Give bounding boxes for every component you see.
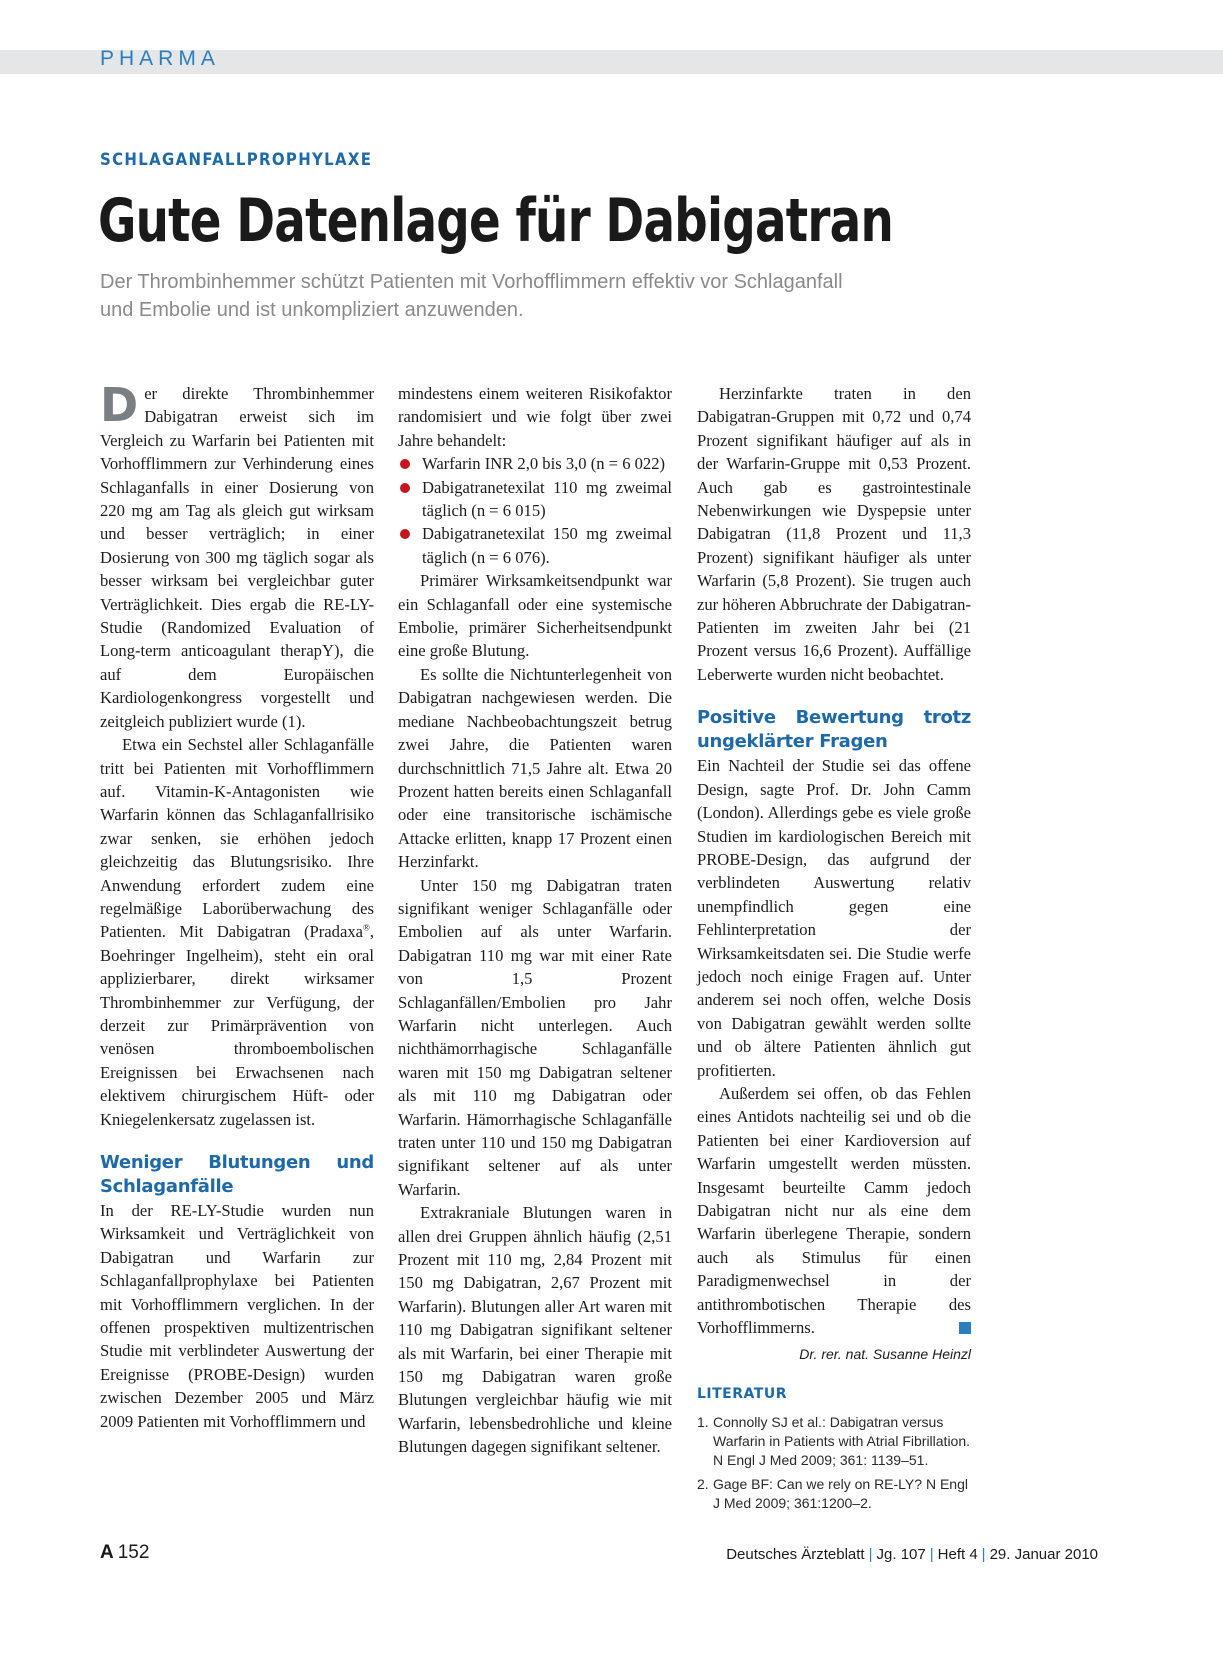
paragraph: Unter 150 mg Dabigatran traten signifikant weniger Schlaganfälle oder Embolien auf als unter Warfarin. Dabigatran 110 mg war mit einer Rate von 1,5 Prozent Schlaganfällen/Embolien pro Jahr Warfarin nicht unterlegen. Auch nichthämorrhagische Schlaganfälle waren mit 150 mg Dabigatran seltener als mit 110 mg Dabigatran oder Warfarin. Hämorrhagische Schlaganfälle traten unter 110 und 150 mg Dabigatran signifikant seltener auf als unter Warfarin. [398,875,672,1199]
list-item [398,522,672,569]
paragraph-text: er direkte Thrombinhemmer Dabigatran erweist sich im Vergleich zu Warfarin bei Patienten mit Vorhofflimmern zur Verhinderung eines Schlaganfalls in einer Dosierung von 220 mg am Tag als gleich gut wirksam und besser verträglich; in einer Dosierung von 300 mg täglich sogar als besser wirksam bei vergleichbar guter Verträglichkeit. Dies ergab die RE-LY-Studie (Randomized Evaluation of Long-term anticoagulant therapY), die auf dem Europäischen Kardiologenkongress vorgestellt und zeitgleich publiziert wurde (1). [100,384,374,731]
column-1 [100,378,374,1433]
paragraph-text: Außerdem sei offen, ob das Fehlen eines Antidots nachteilig sei und ob die Patienten bei einer Kardioversion auf Warfarin umgestellt werden müssten. Insgesamt beurteilte Camm jedoch Dabigatran nicht nur als eine dem Warfarin überlegene Therapie, sondern auch als Stimulus für einen Paradigmenwechsel in der antithrombotischen Therapie des Vorhofflimmerns. [697,1083,971,1338]
paragraph [100,733,374,1131]
journal-footer [726,1546,1098,1563]
journal-issue: Heft 4 [937,1546,978,1563]
list-item-text: Dabigatranetexilat 110 mg zweimal täglich (n = 6 015) [422,477,672,521]
paragraph [697,1082,971,1339]
page-number-value: 152 [117,1542,150,1563]
reference-text: Gage BF: Can we rely on RE-LY? N Engl J Med 2009; 361:1200–2. [713,1475,968,1511]
reference-number: 1. [697,1413,709,1430]
reference-item [697,1413,971,1470]
paragraph: Herzinfarkte traten in den Dabigatran-Gruppen mit 0,72 und 0,74 Prozent signifikant häufiger auf als in der Warfarin-Gruppe mit 0,53 Prozent. Auch gab es gastrointestinale Nebenwirkungen wie Dyspepsie unter Dabigatran (11,8 Prozent und 11,3 Prozent) signifikant häufiger als unter Warfarin (5,8 Prozent). Sie trugen auch zur höheren Abbruchrate der Dabigatran-Patienten im zweiten Jahr bei (21 Prozent versus 16,6 Prozent). Auffällige Leberwerte wurden nicht beobachtet. [697,384,971,684]
reference-list [697,1413,971,1513]
bullet-dot-icon [400,529,410,539]
section-label: PHARMA [100,47,220,70]
literature-heading: LITERATUR [697,1386,787,1403]
list-item-text: Dabigatranetexilat 150 mg zweimal täglich (n = 6 076). [422,524,672,567]
paragraph-text: , Boehringer Ingelheim), steht ein oral applizierbarer, direkt wirksamer Thrombinhemmer zur Verfügung, der derzeit zur Primärprävention von venösen thromboembolischen Ereignissen bei Erwachsenen nach elektivem chirurgischem Hüft- oder Kniegelenkersatz zugelassen ist. [100,922,374,1129]
journal-volume: Jg. 107 [876,1546,926,1563]
separator: | [981,1546,986,1563]
list-item-text: Warfarin INR 2,0 bis 3,0 (n = 6 022) [422,454,666,474]
article-kicker: SCHLAGANFALLPROPHYLAXE [100,150,373,170]
article-subtitle: Der Thrombinhemmer schützt Patienten mit Vorhofflimmern effektiv vor Schlaganfall und Embolie und ist unkompliziert anzuwenden. [100,271,843,321]
journal-name: Deutsches Ärzteblatt [726,1546,865,1563]
column-3 [697,382,971,1518]
subheading: Positive Bewertung trotz ungeklärter Fragen [697,707,971,753]
intro-paragraph [100,378,374,733]
reference-text: Connolly SJ et al.: Dabigatran versus Warfarin in Patients with Atrial Fibrillation. N Engl J Med 2009; 361: 1139–51. [713,1413,971,1468]
page-prefix: A [100,1542,114,1563]
author-byline: Dr. rer. nat. Susanne Heinzl [799,1346,971,1363]
reference-number: 2. [697,1475,709,1492]
subheading: Weniger Blutungen und Schlaganfälle [100,1152,374,1197]
paragraph: Extrakraniale Blutungen waren in allen drei Gruppen ähnlich häufig (2,51 Prozent mit 110 mg, 2,84 Prozent mit 150 mg Dabigatran, 2,67 Prozent mit Warfarin). Blutungen aller Art waren mit 110 mg Dabigatran signifikant seltener als mit Warfarin, bei einer Therapie mit 150 mg Dabigatran waren große Blutungen vergleichbar häufig wie mit Warfarin, lebensbedrohliche und kleine Blutungen dagegen signifikant seltener. [398,1203,672,1457]
reference-item [697,1475,971,1513]
paragraph-text: Etwa ein Sechstel aller Schlaganfälle tritt bei Patienten mit Vorhofflimmern auf. Vitamin-K-Antagonisten wie Warfarin können das Schlaganfallrisiko zwar senken, sie erhöhen jedoch gleichzeitig das Blutungsrisiko. Ihre Anwendung erfordert zudem eine regelmäßige Laborüberwachung des Patienten. Mit Dabigatran (Pradaxa [100,735,374,942]
list-item [398,452,672,475]
paragraph: Es sollte die Nichtunterlegenheit von Dabigatran nachgewiesen werden. Die mediane Nachbeobachtungszeit betrug zwei Jahre, die Patienten waren durchschnittlich 71,5 Jahre alt. Etwa 20 Prozent hatten bereits einen Schlaganfall oder eine transitorische ischämische Attacke erlitten, knapp 17 Prozent einen Herzinfarkt. [398,664,672,872]
column-2 [398,382,672,1459]
dropcap: D [100,378,139,432]
paragraph: In der RE-LY-Studie wurden nun Wirksamkeit und Verträglichkeit von Dabigatran und Warfarin zur Schlaganfallprophylaxe bei Patienten mit Vorhofflimmern verglichen. In der offenen prospektiven multizentrischen Studie mit verblindeter Auswertung der Ereignisse (PROBE-Design) wurden zwischen Dezember 2005 und März 2009 Patienten mit Vorhofflimmern und [100,1201,374,1431]
list-item [398,476,672,523]
treatment-list [398,452,672,569]
end-square-icon [959,1322,971,1334]
separator: | [868,1546,873,1563]
paragraph: Primärer Wirksamkeitsendpunkt war ein Schlaganfall oder eine systemische Embolie, primärer Sicherheitsendpunkt eine große Blutung. [398,571,672,661]
article-title: Gute Datenlage für Dabigatran [98,186,893,256]
bullet-dot-icon [400,483,410,493]
separator: | [929,1546,934,1563]
page-number [100,1542,149,1564]
paragraph: mindestens einem weiteren Risikofaktor randomisiert und wie folgt über zwei Jahre behandelt: [398,384,672,450]
journal-date: 29. Januar 2010 [989,1546,1098,1563]
registered-mark: ® [363,922,370,933]
paragraph: Ein Nachteil der Studie sei das offene Design, sagte Prof. Dr. John Camm (London). Allerdings gebe es viele große Studien im kardiologischen Bereich mit PROBE-Design, das aufgrund der verblindeten Auswertung relativ unempfindlich gegen eine Fehlinterpretation der Wirksamkeitsdaten sei. Die Studie werfe jedoch noch einige Fragen auf. Unter anderem sei noch offen, welche Dosis von Dabigatran gewählt werden sollte und ob ältere Patienten ähnlich gut profitierten. [697,756,971,1080]
bullet-dot-icon [400,459,410,469]
